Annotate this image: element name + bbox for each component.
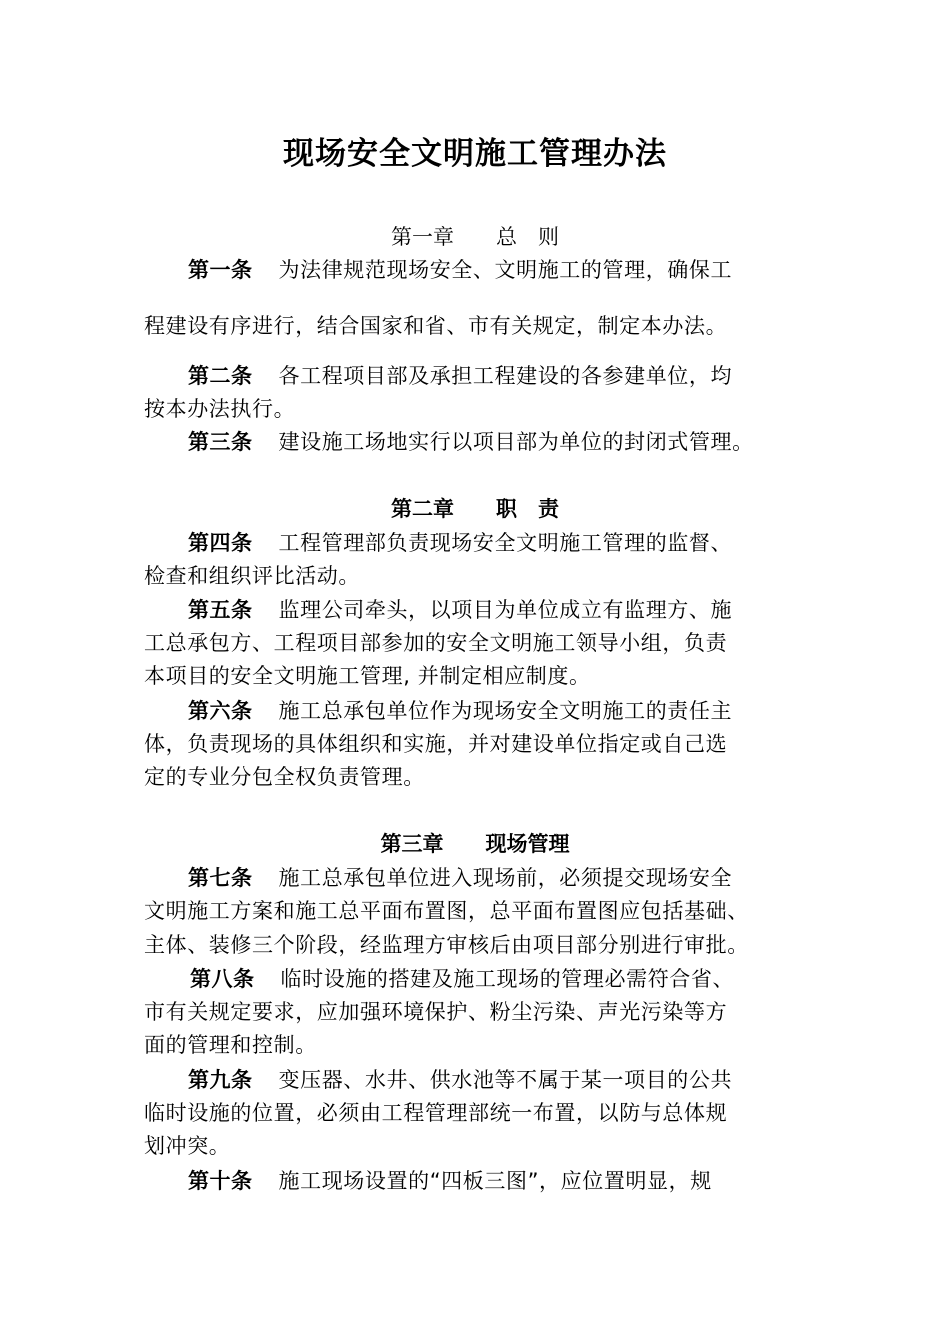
article-line: 工总承包方、工程项目部参加的安全文明施工领导小组，负责 bbox=[144, 631, 728, 655]
article-line: 面的管理和控制。 bbox=[144, 1033, 317, 1057]
article-text: 临时设施的搭建及施工现场的管理必需符合省、 bbox=[280, 967, 735, 991]
article-label: 第二条 bbox=[188, 364, 253, 388]
article-text: 施工总承包单位进入现场前，必须提交现场安全 bbox=[278, 866, 733, 890]
article-line: 临时设施的位置，必须由工程管理部统一布置，以防与总体规 bbox=[144, 1101, 728, 1125]
article-text: 施工总承包单位作为现场安全文明施工的责任主 bbox=[278, 699, 733, 723]
chapter-heading: 第二章 职 责 bbox=[391, 497, 559, 521]
document-title: 现场安全文明施工管理办法 bbox=[283, 136, 667, 172]
article-line bbox=[188, 255, 814, 285]
article-label: 第六条 bbox=[188, 699, 253, 723]
article-line: 市有关规定要求，应加强环境保护、粉尘污染、声光污染等方 bbox=[144, 1000, 728, 1024]
article-line bbox=[188, 863, 814, 893]
article-label: 第四条 bbox=[188, 531, 253, 555]
article-text: 为法律规范现场安全、文明施工的管理，确保工 bbox=[278, 258, 733, 282]
article-line bbox=[188, 1065, 814, 1095]
article-label: 第八条 bbox=[190, 967, 255, 991]
article-line bbox=[188, 427, 814, 457]
article-line bbox=[188, 1166, 814, 1196]
article-line bbox=[188, 696, 814, 726]
article-line: 程建设有序进行，结合国家和省、市有关规定，制定本办法。 bbox=[144, 314, 728, 338]
article-line bbox=[188, 528, 814, 558]
article-line: 文明施工方案和施工总平面布置图，总平面布置图应包括基础、 bbox=[144, 899, 749, 923]
article-line: 检查和组织评比活动。 bbox=[144, 564, 360, 588]
article-line: 按本办法执行。 bbox=[144, 397, 296, 421]
article-text: 施工现场设置的“四板三图”，应位置明显，规 bbox=[278, 1169, 712, 1193]
article-text: 监理公司牵头，以项目为单位成立有监理方、施 bbox=[278, 598, 733, 622]
article-label: 第九条 bbox=[188, 1068, 253, 1092]
article-label: 第三条 bbox=[188, 430, 253, 454]
article-text: 变压器、水井、供水池等不属于某一项目的公共 bbox=[278, 1068, 733, 1092]
article-text: 建设施工场地实行以项目部为单位的封闭式管理。 bbox=[278, 430, 754, 454]
article-line: 体，负责现场的具体组织和实施，并对建设单位指定或自己选 bbox=[144, 732, 728, 756]
chapter-heading: 第一章 总 则 bbox=[391, 225, 559, 249]
article-line bbox=[188, 595, 814, 625]
article-line bbox=[188, 361, 814, 391]
article-line: 定的专业分包全权负责管理。 bbox=[144, 765, 425, 789]
article-line: 划冲突。 bbox=[144, 1134, 231, 1158]
article-label: 第七条 bbox=[188, 866, 253, 890]
article-line: 主体、装修三个阶段，经监理方审核后由项目部分别进行审批。 bbox=[144, 933, 749, 957]
article-label: 第一条 bbox=[188, 258, 253, 282]
article-line: 本项目的安全文明施工管理, 并制定相应制度。 bbox=[144, 664, 591, 688]
chapter-heading: 第三章 现场管理 bbox=[380, 832, 570, 856]
article-text: 各工程项目部及承担工程建设的各参建单位，均 bbox=[278, 364, 733, 388]
article-text: 工程管理部负责现场安全文明施工管理的监督、 bbox=[278, 531, 733, 555]
article-label: 第五条 bbox=[188, 598, 253, 622]
article-label: 第十条 bbox=[188, 1169, 253, 1193]
article-line bbox=[190, 964, 816, 994]
